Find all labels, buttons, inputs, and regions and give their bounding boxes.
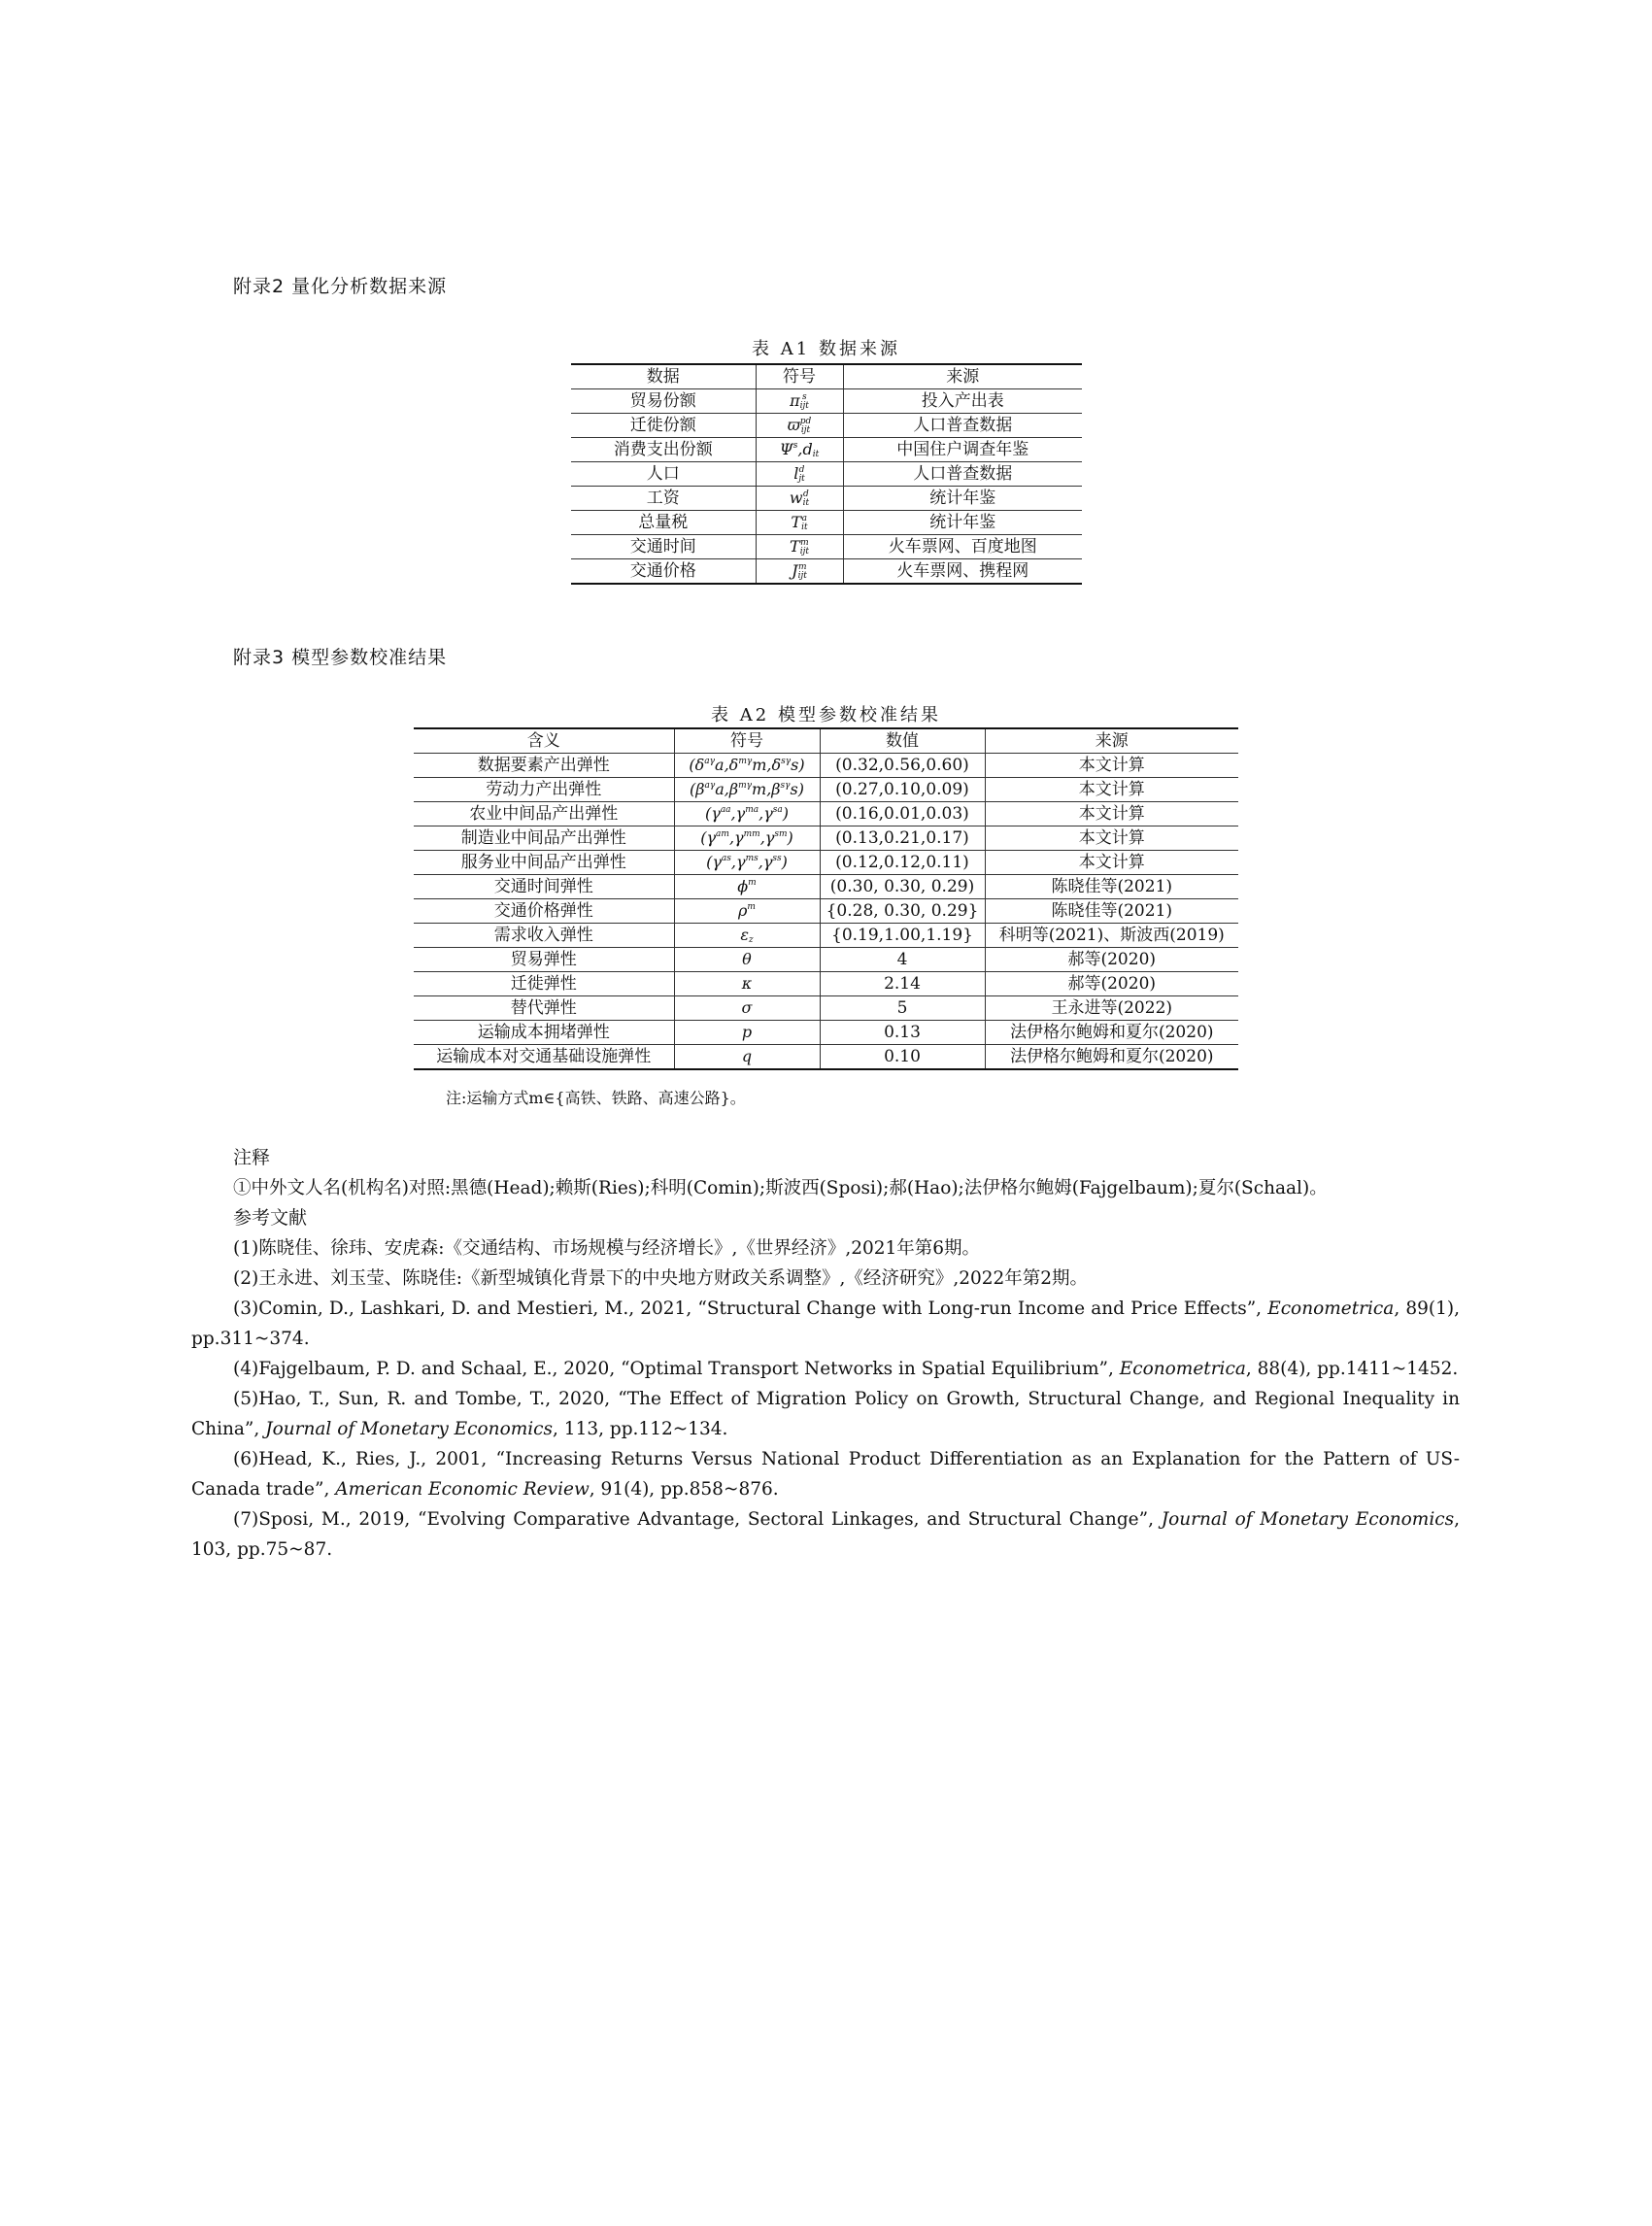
table-a2-cell-meaning: 运输成本对交通基础设施弹性: [414, 1045, 674, 1070]
table-a1-row: [571, 559, 1082, 585]
table-a1-cell-data: 交通价格: [571, 559, 756, 585]
table-a1-row: [571, 511, 1082, 535]
table-a2-cell-symbol: (δ aγ a,δ mγ m,δ sγ s): [674, 754, 820, 778]
table-a2-cell-symbol: ε z: [674, 924, 820, 948]
table-a1-cell-data: 工资: [571, 487, 756, 511]
table-a2-row: [414, 826, 1238, 851]
reference-journal: Econometrica: [1267, 1298, 1395, 1319]
table-a2-header-symbol: 符号: [674, 728, 820, 754]
table-a2-note: 注:运输方式m∈{高铁、铁路、高速公路}。: [446, 1089, 746, 1107]
table-a2-cell-symbol: (γ aa ,γ ma ,γ sa ): [674, 802, 820, 826]
reference-journal: Econometrica: [1119, 1359, 1246, 1379]
table-a2-cell-source: 王永进等(2022): [985, 996, 1238, 1021]
notes-heading: 注释: [233, 1147, 271, 1168]
table-a2-cell-meaning: 劳动力产出弹性: [414, 778, 674, 802]
reference-text: (5)Hao, T., Sun, R. and Tombe, T., 2020, “The Effect of Migration Policy on Growth, Structural Change, and Regional Inequality in China”,: [191, 1389, 1460, 1439]
table-a2-row: [414, 875, 1238, 899]
table-a2-cell-symbol: ρ m: [674, 899, 820, 924]
table-a2-row: [414, 778, 1238, 802]
table-a2-row: [414, 802, 1238, 826]
table-a1-row: [571, 487, 1082, 511]
table-a2-cell-source: 郝等(2020): [985, 972, 1238, 996]
table-a1-caption: 表 A1 数据来源: [752, 339, 900, 359]
table-a2-cell-meaning: 制造业中间品产出弹性: [414, 826, 674, 851]
reference-journal: Journal of Monetary Economics: [265, 1419, 554, 1439]
table-a2-cell-source: 科明等(2021)、斯波西(2019): [985, 924, 1238, 948]
table-a2-cell-value: {0.19,1.00,1.19}: [820, 924, 985, 948]
table-a1-header-row: [571, 364, 1082, 389]
table-a1-cell-symbol: T a it: [756, 511, 843, 535]
table-a2-header-meaning: 含义: [414, 728, 674, 754]
table-a2-cell-symbol: (γ as ,γ ms ,γ ss ): [674, 851, 820, 875]
table-a2-row: [414, 972, 1238, 996]
reference-journal: American Economic Review: [335, 1479, 590, 1500]
table-a2-cell-value: 5: [820, 996, 985, 1021]
table-a2-cell-symbol: κ: [674, 972, 820, 996]
reference-text: (7)Sposi, M., 2019, “Evolving Comparative Advantage, Sectoral Linkages, and Structural Change”,: [233, 1509, 1162, 1530]
table-a1-cell-symbol: Ψ s ,d it: [756, 438, 843, 462]
table-a1-cell-source: 火车票网、携程网: [843, 559, 1082, 585]
table-a2-cell-symbol: (γ am ,γ mm ,γ sm ): [674, 826, 820, 851]
table-a1-row: [571, 389, 1082, 414]
table-a2-cell-value: 0.10: [820, 1045, 985, 1070]
table-a2-cell-meaning: 运输成本拥堵弹性: [414, 1021, 674, 1045]
reference-item: [191, 1504, 1460, 1565]
table-a2-cell-meaning: 替代弹性: [414, 996, 674, 1021]
table-a2-cell-symbol: q: [674, 1045, 820, 1070]
table-a2-cell-meaning: 交通价格弹性: [414, 899, 674, 924]
table-a2-row: [414, 996, 1238, 1021]
table-a2-row: [414, 1021, 1238, 1045]
table-a2-cell-value: 4: [820, 948, 985, 972]
table-a2-cell-value: 2.14: [820, 972, 985, 996]
table-a1-row: [571, 462, 1082, 487]
table-a2-cell-source: 郝等(2020): [985, 948, 1238, 972]
table-a2-cell-meaning: 需求收入弹性: [414, 924, 674, 948]
table-a1-header-data: 数据: [571, 364, 756, 389]
table-a2-cell-source: 本文计算: [985, 802, 1238, 826]
table-a1-header-symbol: 符号: [756, 364, 843, 389]
table-a2-cell-value: {0.28, 0.30, 0.29}: [820, 899, 985, 924]
table-a1: [571, 363, 1082, 585]
table-a2-cell-source: 本文计算: [985, 778, 1238, 802]
table-a1-row: [571, 438, 1082, 462]
table-a1-cell-data: 迁徙份额: [571, 414, 756, 438]
note-item: ①中外文人名(机构名)对照:黑德(Head);赖斯(Ries);科明(Comin);斯波西(Sposi);郝(Hao);法伊格尔鲍姆(Fajgelbaum);夏尔(Schaal)。: [233, 1178, 1328, 1198]
table-a1-cell-source: 投入产出表: [843, 389, 1082, 414]
reference-item: [191, 1294, 1460, 1354]
table-a2-caption: 表 A2 模型参数校准结果: [711, 705, 941, 725]
table-a2-cell-meaning: 贸易弹性: [414, 948, 674, 972]
table-a2-cell-source: 法伊格尔鲍姆和夏尔(2020): [985, 1045, 1238, 1070]
table-a2-cell-source: 本文计算: [985, 851, 1238, 875]
references-heading: 参考文献: [233, 1207, 308, 1229]
table-a2-cell-value: (0.27,0.10,0.09): [820, 778, 985, 802]
table-a2-cell-value: 0.13: [820, 1021, 985, 1045]
reference-journal: Journal of Monetary Economics: [1161, 1509, 1455, 1530]
table-a2-cell-value: (0.13,0.21,0.17): [820, 826, 985, 851]
reference-list: [191, 1233, 1460, 1565]
table-a2-cell-meaning: 数据要素产出弹性: [414, 754, 674, 778]
reference-text: (4)Fajgelbaum, P. D. and Schaal, E., 2020, “Optimal Transport Networks in Spatial Equilibrium”,: [233, 1359, 1120, 1379]
table-a1-cell-symbol: l d jt: [756, 462, 843, 487]
notes-and-references: [191, 1143, 1460, 1565]
reference-text: (1)陈晓佳、徐玮、安虎森:《交通结构、市场规模与经济增长》,《世界经济》,2021年第6期。: [233, 1238, 981, 1259]
reference-tail: , 89(1), pp.311~374.: [191, 1298, 1460, 1349]
table-a2-cell-source: 陈晓佳等(2021): [985, 875, 1238, 899]
table-a1-cell-symbol: T m ijt: [756, 535, 843, 559]
table-a1-cell-symbol: w d it: [756, 487, 843, 511]
table-a2-cell-value: (0.16,0.01,0.03): [820, 802, 985, 826]
reference-text: (2)王永进、刘玉莹、陈晓佳:《新型城镇化背景下的中央地方财政关系调整》,《经济研究》,2022年第2期。: [233, 1268, 1089, 1289]
table-a2-cell-symbol: θ: [674, 948, 820, 972]
reference-tail: , 91(4), pp.858~876.: [589, 1479, 779, 1500]
reference-item: [191, 1233, 1460, 1264]
appendix2-heading: 附录2 量化分析数据来源: [233, 276, 448, 297]
table-a1-cell-source: 统计年鉴: [843, 487, 1082, 511]
table-a2-row: [414, 851, 1238, 875]
table-a2-row: [414, 899, 1238, 924]
table-a2-cell-source: 法伊格尔鲍姆和夏尔(2020): [985, 1021, 1238, 1045]
table-a2-cell-meaning: 服务业中间品产出弹性: [414, 851, 674, 875]
table-a2-row: [414, 1045, 1238, 1070]
table-a1-cell-data: 总量税: [571, 511, 756, 535]
reference-text: (6)Head, K., Ries, J., 2001, “Increasing Returns Versus National Product Differentiation as an Explanation for the Pattern of US-Canada trade”,: [191, 1449, 1460, 1500]
table-a2-header-row: [414, 728, 1238, 754]
table-a1-header-source: 来源: [843, 364, 1082, 389]
table-a2-row: [414, 754, 1238, 778]
table-a2-cell-symbol: ϕ m: [674, 875, 820, 899]
appendix3-heading: 附录3 模型参数校准结果: [233, 647, 448, 668]
reference-item: [191, 1384, 1460, 1444]
table-a2-cell-meaning: 迁徙弹性: [414, 972, 674, 996]
table-a1-cell-data: 贸易份额: [571, 389, 756, 414]
table-a2-header-value: 数值: [820, 728, 985, 754]
table-a1-cell-source: 中国住户调查年鉴: [843, 438, 1082, 462]
reference-text: (3)Comin, D., Lashkari, D. and Mestieri, M., 2021, “Structural Change with Long-run Income and Price Effects”,: [233, 1298, 1268, 1319]
table-a2-cell-source: 本文计算: [985, 826, 1238, 851]
table-a1-cell-symbol: J m ijt: [756, 559, 843, 585]
table-a1-row: [571, 535, 1082, 559]
table-a1-cell-source: 火车票网、百度地图: [843, 535, 1082, 559]
table-a2-row: [414, 948, 1238, 972]
reference-item: [191, 1264, 1460, 1294]
table-a2-cell-symbol: (β aγ a,β mγ m,β sγ s): [674, 778, 820, 802]
table-a2-cell-meaning: 交通时间弹性: [414, 875, 674, 899]
table-a1-cell-source: 人口普查数据: [843, 414, 1082, 438]
table-a2-cell-source: 陈晓佳等(2021): [985, 899, 1238, 924]
table-a1-cell-symbol: ϖ pd ijt: [756, 414, 843, 438]
table-a2-row: [414, 924, 1238, 948]
table-a2-cell-meaning: 农业中间品产出弹性: [414, 802, 674, 826]
table-a2-cell-value: (0.12,0.12,0.11): [820, 851, 985, 875]
table-a1-cell-data: 交通时间: [571, 535, 756, 559]
table-a2-cell-value: (0.32,0.56,0.60): [820, 754, 985, 778]
table-a1-cell-source: 统计年鉴: [843, 511, 1082, 535]
table-a2-cell-symbol: p: [674, 1021, 820, 1045]
reference-tail: , 88(4), pp.1411~1452.: [1245, 1359, 1459, 1379]
table-a2-cell-value: (0.30, 0.30, 0.29): [820, 875, 985, 899]
table-a2-cell-symbol: σ: [674, 996, 820, 1021]
table-a2-cell-source: 本文计算: [985, 754, 1238, 778]
table-a1-cell-data: 消费支出份额: [571, 438, 756, 462]
table-a1-cell-symbol: π s ijt: [756, 389, 843, 414]
reference-tail: , 103, pp.75~87.: [191, 1509, 1461, 1560]
table-a1-row: [571, 414, 1082, 438]
reference-tail: , 113, pp.112~134.: [553, 1419, 728, 1439]
reference-item: [191, 1444, 1460, 1504]
table-a1-cell-data: 人口: [571, 462, 756, 487]
table-a1-cell-source: 人口普查数据: [843, 462, 1082, 487]
table-a2-header-source: 来源: [985, 728, 1238, 754]
reference-item: [191, 1354, 1460, 1384]
table-a2: [414, 727, 1238, 1070]
